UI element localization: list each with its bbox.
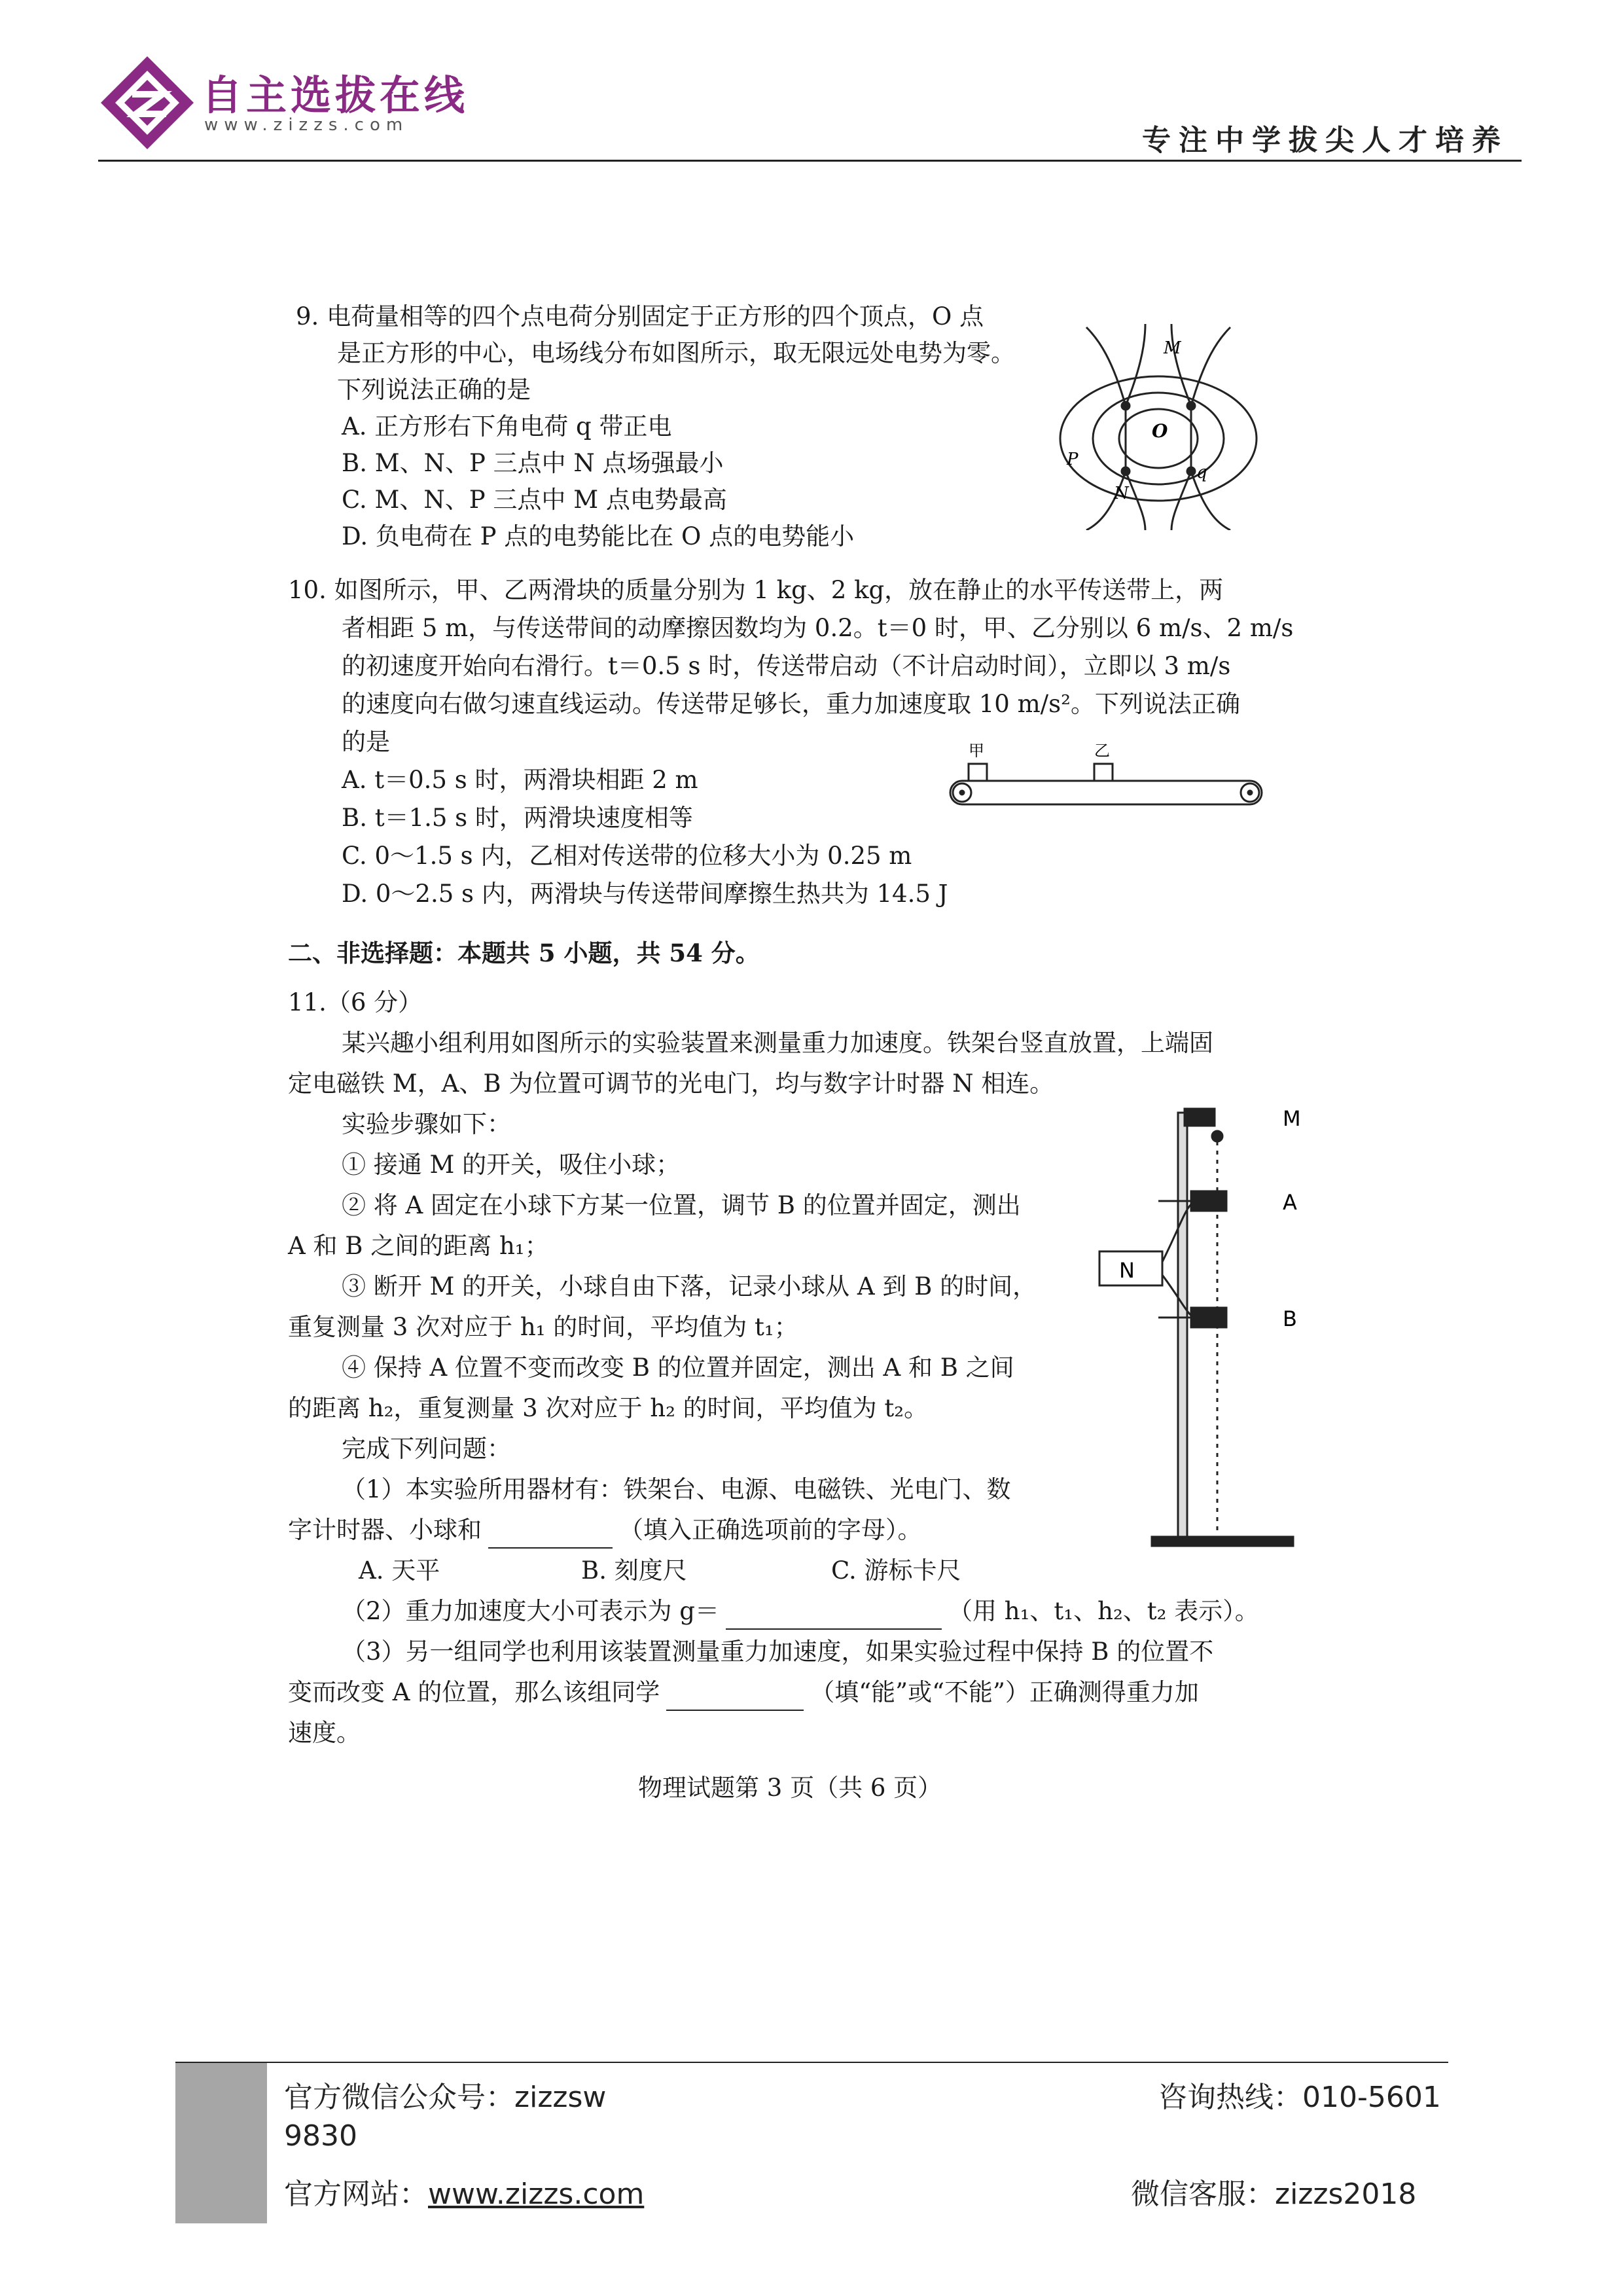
q11-part-2-text-b: （用 h₁、t₁、h₂、t₂ 表示）。	[948, 1597, 1259, 1625]
slogan: 专注中学拔尖人才培养	[1142, 124, 1508, 157]
q11-part-2	[342, 1593, 1259, 1630]
q11-step-4-cont: 的距离 h₂，重复测量 3 次对应于 h₂ 的时间，平均值为 t₂。	[288, 1394, 929, 1422]
website-label: 官方网站：	[284, 2178, 428, 2211]
q11-line-2: 定电磁铁 M，A、B 为位置可调节的光电门，均与数字计时器 N 相连。	[288, 1069, 1054, 1098]
q11-step-1: ① 接通 M 的开关，吸住小球；	[342, 1151, 681, 1179]
label-m: M	[1164, 338, 1181, 358]
q11-part-2-text-a: （2）重力加速度大小可表示为 g＝	[342, 1597, 719, 1625]
q11-part-1-text-a: 字计时器、小球和	[288, 1516, 482, 1544]
q10-option-a: A. t＝0.5 s 时，两滑块相距 2 m	[342, 766, 698, 794]
q11-part-3-end: 速度。	[288, 1719, 361, 1747]
q11-tasks: 完成下列问题：	[342, 1435, 511, 1463]
zizzs-logo-icon	[98, 54, 196, 152]
customer-service: 微信客服：zizzs2018	[1131, 2178, 1417, 2211]
q9-option-b: B. M、N、P 三点中 N 点场强最小	[342, 449, 724, 477]
label-n: N	[1114, 484, 1129, 503]
q11-part-3-cont	[288, 1674, 1199, 1711]
q10-line-3: 的初速度开始向右滑行。t＝0.5 s 时，传送带启动（不计启动时间），立即以 3 m/s	[342, 652, 1231, 680]
q11-part-1-cont	[288, 1512, 922, 1549]
q10-line-4: 的速度向右做匀速直线运动。传送带足够长，重力加速度取 10 m/s²。下列说法正确	[342, 690, 1240, 718]
apparatus-figure	[1086, 1100, 1335, 1558]
q11-line-1: 某兴趣小组利用如图所示的实验装置来测量重力加速度。铁架台竖直放置，上端固	[342, 1029, 1213, 1057]
q11-choice-c: C. 游标卡尺	[831, 1556, 961, 1585]
hotline: 咨询热线：010-5601	[1158, 2081, 1441, 2114]
q9-option-a: A. 正方形右下角电荷 q 带正电	[342, 412, 672, 440]
website-link[interactable]: www.zizzs.com	[428, 2178, 645, 2211]
q9-line-3: 下列说法正确的是	[337, 376, 531, 404]
q11-step-4: ④ 保持 A 位置不变而改变 B 的位置并固定，测出 A 和 B 之间	[342, 1354, 1014, 1382]
logo-text: 自主选拔在线	[202, 71, 469, 119]
label-p: P	[1067, 450, 1079, 469]
q11-step-3-cont: 重复测量 3 次对应于 h₁ 的时间，平均值为 t₁；	[288, 1313, 798, 1341]
q10-line-5: 的是	[342, 728, 390, 756]
header-rule	[98, 160, 1522, 162]
label-jia: 甲	[969, 742, 984, 760]
q11-part-3-text-a: 变而改变 A 的位置，那么该组同学	[288, 1678, 660, 1706]
q11-step-2: ② 将 A 固定在小球下方某一位置，调节 B 的位置并固定，测出	[342, 1191, 1021, 1219]
label-a: A	[1283, 1190, 1297, 1215]
electric-field-figure	[1047, 321, 1270, 530]
q9-line-1: 9. 电荷量相等的四个点电荷分别固定于正方形的四个顶点，O 点	[296, 302, 984, 331]
footer-rule	[175, 2062, 1448, 2063]
q11-step-3: ③ 断开 M 的开关，小球自由下落，记录小球从 A 到 B 的时间，	[342, 1272, 1037, 1300]
section-heading: 二、非选择题：本题共 5 小题，共 54 分。	[288, 939, 760, 967]
answer-blank-1[interactable]	[488, 1521, 613, 1549]
label-o: O	[1152, 420, 1168, 442]
conveyor-belt-figure	[942, 736, 1270, 815]
logo-url: www.zizzs.com	[204, 115, 409, 135]
q11-part-1: （1）本实验所用器材有：铁架台、电源、电磁铁、光电门、数	[342, 1475, 1011, 1503]
label-q: q	[1196, 463, 1207, 482]
q9-option-c: C. M、N、P 三点中 M 点电势最高	[342, 486, 727, 514]
q10-option-c: C. 0～1.5 s 内，乙相对传送带的位移大小为 0.25 m	[342, 842, 912, 870]
hotline-cont: 9830	[284, 2119, 357, 2153]
q10-option-b: B. t＝1.5 s 时，两滑块速度相等	[342, 804, 693, 832]
q10-option-d: D. 0～2.5 s 内，两滑块与传送带间摩擦生热共为 14.5 J	[342, 880, 948, 908]
q11-part-3: （3）另一组同学也利用该装置测量重力加速度，如果实验过程中保持 B 的位置不	[342, 1638, 1214, 1666]
footer-block	[175, 2063, 267, 2223]
page-number: 物理试题第 3 页（共 6 页）	[638, 1774, 942, 1802]
website	[284, 2170, 644, 2212]
label-yi: 乙	[1094, 742, 1110, 760]
q11-head: 11.（6 分）	[288, 988, 423, 1016]
q11-choice-b: B. 刻度尺	[581, 1556, 687, 1585]
wechat-account: 官方微信公众号：zizzsw	[284, 2081, 607, 2114]
q10-line-2: 者相距 5 m，与传送带间的动摩擦因数均为 0.2。t＝0 时，甲、乙分别以 6 m/s、2 m/s	[342, 614, 1294, 642]
q11-choice-a: A. 天平	[359, 1556, 440, 1585]
label-b: B	[1283, 1306, 1297, 1331]
answer-blank-3[interactable]	[666, 1683, 804, 1711]
label-n: N	[1119, 1258, 1135, 1283]
answer-blank-2[interactable]	[726, 1602, 942, 1630]
q9-line-2: 是正方形的中心，电场线分布如图所示，取无限远处电势为零。	[337, 339, 1015, 367]
q10-line-1: 10. 如图所示，甲、乙两滑块的质量分别为 1 kg、2 kg，放在静止的水平传送带上，两	[288, 576, 1224, 604]
q11-line-3: 实验步骤如下：	[342, 1110, 511, 1138]
q9-option-d: D. 负电荷在 P 点的电势能比在 O 点的电势能小	[342, 522, 855, 550]
q11-part-3-text-b: （填“能”或“不能”）正确测得重力加	[810, 1678, 1199, 1706]
label-m: M	[1283, 1106, 1301, 1131]
q11-step-2-cont: A 和 B 之间的距离 h₁；	[288, 1232, 549, 1260]
q11-part-1-text-b: （填入正确选项前的字母）。	[619, 1516, 922, 1544]
